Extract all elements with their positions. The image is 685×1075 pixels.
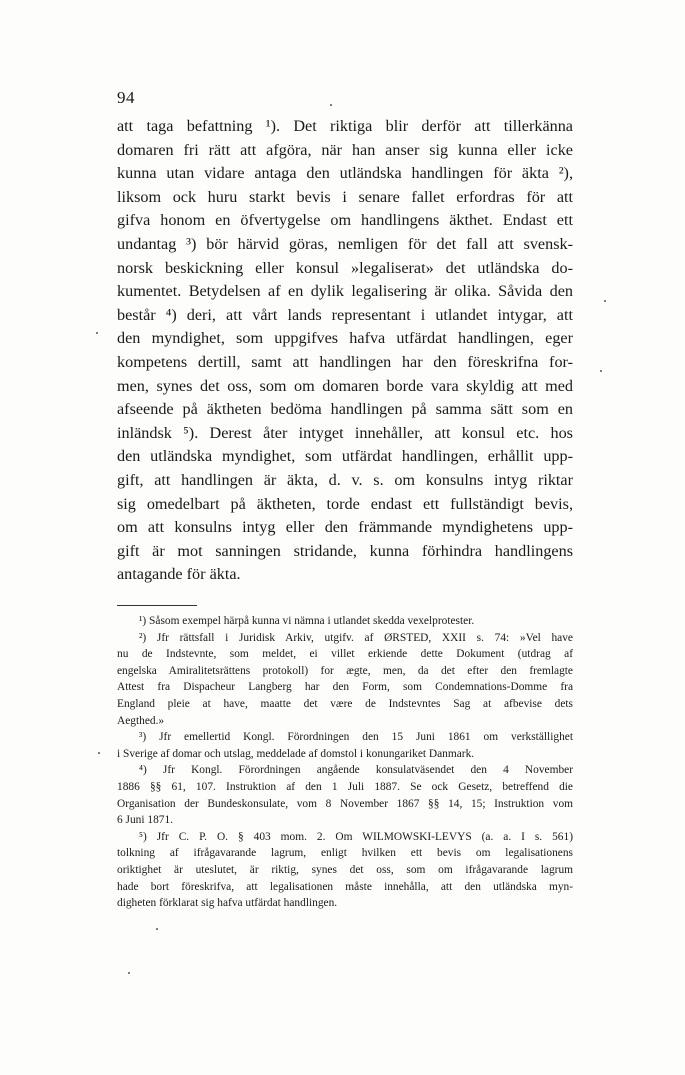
text-line: domaren fri rätt att afgöra, när han anser sig kunna eller icke [117, 140, 573, 159]
footnote-line: England pleie at have, maatte det være de Indstevntes Sag at afbevise dets [117, 697, 573, 710]
footnote-line: ¹) Såsom exempel härpå kunna vi nämna i utlandet skedda vexelprotester. [139, 615, 475, 627]
text-line: undantag ³) bör härvid göras, nemligen för det fall att svensk- [117, 234, 573, 253]
text-line: inländsk ⁵). Derest åter intyget innehåller, att konsul etc. hos [117, 423, 573, 442]
scan-speck [604, 300, 606, 302]
text-line: består ⁴) deri, att vårt lands representant i utlandet intygar, att [117, 305, 573, 324]
text-line: afseende på äktheten bedöma handlingen på samma sätt som en [117, 400, 573, 419]
text-line: gift, att handlingen är äkta, d. v. s. om konsulns intyg riktar [117, 470, 573, 489]
footnote-line: Organisation der Bundeskonsulate, vom 8 November 1867 §§ 14, 15; Instruktion vom [117, 797, 573, 810]
scan-speck [98, 752, 100, 754]
footnote-line: ³) Jfr emellertid Kongl. Förordningen den 15 Juni 1861 om verkställighet [139, 731, 573, 744]
text-line: kumentet. Betydelsen af en dylik legalisering är olika. Såvida den [117, 282, 573, 301]
footnote-line: nu de Indstevnte, som meldet, ei villet erkiende dette Dokument (utdrag af [117, 648, 573, 661]
footnote-line: tolkning af ifrågavarande lagrum, enligt hvilken ett bevis om legalisationens [117, 847, 573, 860]
text-line: gift är mot sanningen stridande, kunna förhindra handlingens [117, 541, 573, 560]
text-line: kompetens dertill, samt att handlingen har den föreskrifna for- [117, 352, 573, 371]
footnote-line: oriktighet är uteslutet, är riktig, synes det oss, som om ifrågavarande lagrum [117, 863, 573, 876]
page-number: 94 [117, 88, 135, 107]
footnote-line: 6 Juni 1871. [117, 814, 174, 827]
main-text [117, 115, 573, 587]
footnote-line: ⁴) Jfr Kongl. Förordningen angående konsulatväsendet den 4 November [139, 764, 573, 777]
scan-speck [600, 370, 602, 372]
text-line: liksom ock huru starkt bevis i senare fallet erfordras för att [117, 187, 573, 206]
text-line: sig omedelbart på äktheten, torde endast ett fullständigt bevis, [117, 494, 573, 513]
footnote-separator [117, 605, 197, 606]
text-line: den myndighet, som uppgifves hafva utfärdat handlingen, eger [117, 329, 573, 348]
text-line: att taga befattning ¹). Det riktiga blir derför att tillerkänna [117, 117, 573, 135]
scan-speck [330, 104, 332, 106]
footnote-line: ⁵) Jfr C. P. O. § 403 mom. 2. Om WILMOWSKI-LEVYS (a. a. I s. 561) [139, 830, 573, 843]
footnote-line: hade bort föreskrifva, att legalisationen måste innehålla, att den utländska myn- [117, 880, 573, 893]
text-line: antagande för äkta. [117, 565, 241, 584]
text-line: den utländska myndighet, som utfärdat handlingen, erhållit upp- [117, 447, 573, 466]
scan-speck [96, 332, 98, 334]
footnote-line: Aegthed.» [117, 714, 165, 727]
footnote-line: 1886 §§ 61, 107. Instruktion af den 1 Juli 1887. Se ock Gesetz, betreffend die [117, 780, 573, 793]
footnote-line: i Sverige af domar och utslag, meddelade af domstol i konungariket Danmark. [117, 747, 475, 760]
footnotes [117, 613, 573, 912]
text-line: gifva honom en öfvertygelse om handlingens äkthet. Endast ett [117, 211, 573, 230]
footnote-line: digheten förklarat sig hafva utfärdat handlingen. [117, 897, 338, 910]
footnote-line: Attest fra Dispacheur Langberg har den Form, som Condemnations-Domme fra [117, 681, 573, 694]
text-line: om att konsulns intyg eller den främmande myndighetens upp- [117, 518, 573, 537]
scan-speck [156, 928, 158, 930]
scan-speck [128, 972, 130, 974]
text-line: men, synes det oss, som om domaren borde vara skyldig att med [117, 376, 573, 395]
text-line: norsk beskickning eller konsul »legaliserat» det utländska do- [117, 258, 573, 277]
text-line: kunna utan vidare antaga den utländska handlingen för äkta ²), [117, 164, 573, 183]
footnote-line: engelska Amiralitetsrättens protokoll) for ægte, men, da det efter den fremlagte [117, 664, 573, 677]
footnote-line: ²) Jfr rättsfall i Juridisk Arkiv, utgifv. af ØRSTED, XXII s. 74: »Vel have [139, 631, 573, 644]
